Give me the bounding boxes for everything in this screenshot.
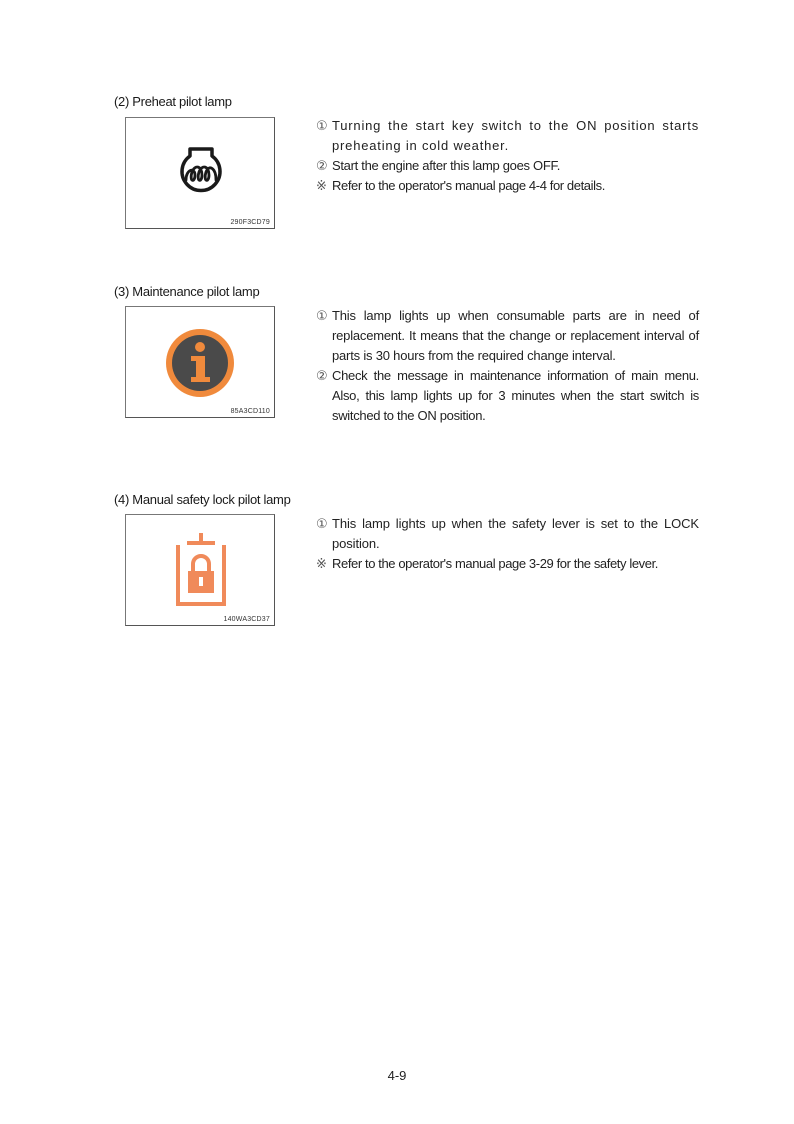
preheat-coil-icon <box>171 142 231 202</box>
list-item <box>316 514 699 554</box>
item-text: This lamp lights up when consumable parts are in need of replacement. It means that the change or replacement interval of parts is 30 hours from the required change interval. <box>332 308 699 363</box>
section-title: (4) Manual safety lock pilot lamp <box>114 492 291 507</box>
section-title: (2) Preheat pilot lamp <box>114 94 232 109</box>
item-marker: ② <box>316 158 328 173</box>
item-text: Turning the start key switch to the ON position starts preheating in cold weather. <box>332 118 699 153</box>
item-text: Refer to the operator's manual page 3-29 for the safety lever. <box>332 556 658 571</box>
item-marker: ① <box>316 308 328 323</box>
list-item <box>316 306 699 366</box>
item-marker: ※ <box>316 556 327 571</box>
figure-code: 140WA3CD37 <box>223 616 270 623</box>
safety-lock-icon <box>173 531 229 607</box>
page-number: 4-9 <box>387 1068 407 1083</box>
item-marker: ※ <box>316 178 327 193</box>
section-title: (3) Maintenance pilot lamp <box>114 284 260 299</box>
list-item <box>316 366 699 426</box>
item-marker: ① <box>316 516 328 531</box>
figure-code: 290F3CD79 <box>230 219 270 226</box>
list-item <box>316 116 699 156</box>
list-item <box>316 156 699 176</box>
item-text: Start the engine after this lamp goes OFF. <box>332 158 561 173</box>
figure-box <box>125 117 275 229</box>
figure-code: 85A3CD110 <box>230 408 270 415</box>
item-text: Check the message in maintenance information of main menu. Also, this lamp lights up for 3 minutes when the start switch is switched to the ON position. <box>332 368 699 423</box>
item-list <box>316 514 699 574</box>
item-list <box>316 306 699 426</box>
figure-box <box>125 306 275 418</box>
item-marker: ② <box>316 368 328 383</box>
item-marker: ① <box>316 118 329 133</box>
list-item <box>316 554 699 574</box>
info-icon <box>164 327 236 399</box>
figure-box <box>125 514 275 626</box>
item-text: Refer to the operator's manual page 4-4 for details. <box>332 178 605 193</box>
list-item <box>316 176 699 196</box>
item-list <box>316 116 699 196</box>
item-text: This lamp lights up when the safety lever is set to the LOCK position. <box>332 516 699 551</box>
